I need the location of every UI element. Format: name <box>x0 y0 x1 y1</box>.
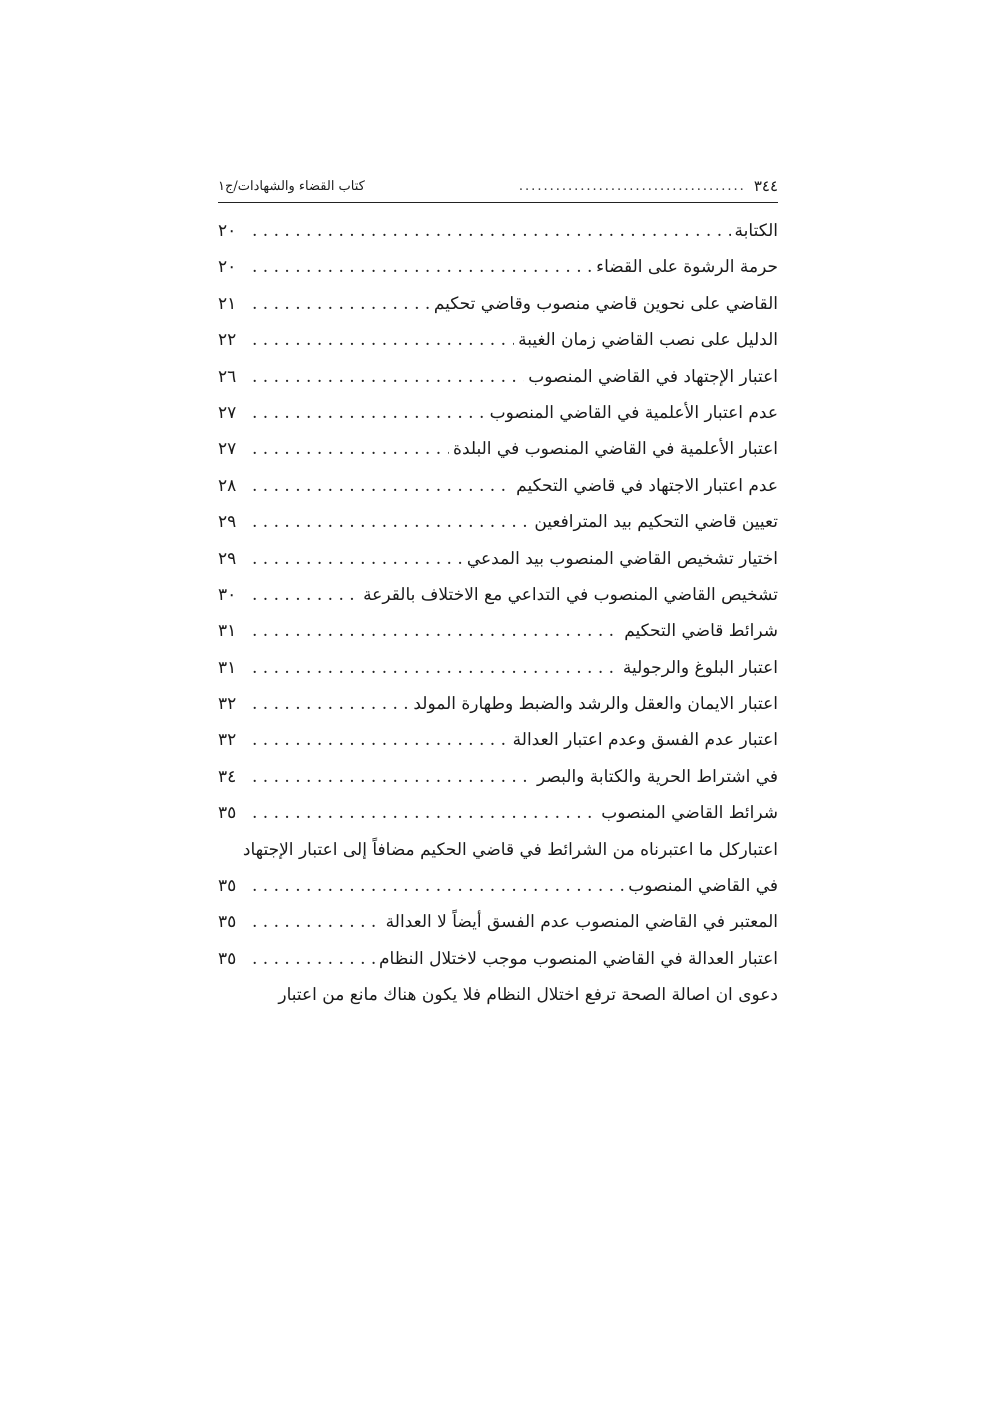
toc-entry-continued <box>218 977 778 1013</box>
toc-dot-leader <box>252 650 619 686</box>
toc-entry <box>218 468 778 504</box>
toc-entry-title: عدم اعتبار الاجتهاد في قاضي التحكيم <box>516 475 778 496</box>
toc-entry-title: حرمة الرشوة على القضاء <box>596 257 778 278</box>
toc-entry-title: عدم اعتبار الأعلمية في القاضي المنصوب <box>489 402 778 423</box>
toc-dot-leader <box>252 722 509 758</box>
toc-entry-title: الدليل على نصب القاضي زمان الغيبة <box>518 330 778 351</box>
toc-dot-leader <box>252 577 359 613</box>
toc-entry-title: اعتبار الأعلمية في القاضي المنصوب في البلدة <box>453 439 778 460</box>
toc-entry <box>218 577 778 613</box>
toc-entry-title: اعتبار الايمان والعقل والرشد والضبط وطهارة المولد <box>413 694 778 715</box>
toc-entry <box>218 759 778 795</box>
document-page <box>218 172 778 1014</box>
toc-dot-leader <box>252 941 375 977</box>
toc-entry <box>218 541 778 577</box>
toc-entry-title: اختيار تشخيص القاضي المنصوب بيد المدعي <box>466 548 778 569</box>
toc-entry-page: ٢١ <box>218 293 237 314</box>
toc-entry-page: ٢٠ <box>218 257 237 278</box>
toc-entry <box>218 722 778 758</box>
toc-entry-title: في القاضي المنصوب <box>628 876 778 897</box>
toc-entry-title: شرائط القاضي المنصوب <box>601 803 778 824</box>
toc-entry <box>218 504 778 540</box>
toc-dot-leader <box>252 359 524 395</box>
toc-dot-leader <box>252 431 449 467</box>
toc-entry-title: تشخيص القاضي المنصوب في التداعي مع الاختلاف بالقرعة <box>363 584 778 605</box>
header-dot-leader: ..................................... <box>518 178 746 194</box>
toc-entry-page: ٣٢ <box>218 730 237 751</box>
toc-dot-leader <box>252 541 463 577</box>
toc-entry-page: ٣٥ <box>218 948 237 969</box>
toc-entry <box>218 249 778 285</box>
toc-dot-leader <box>252 213 731 249</box>
toc-entry <box>218 322 778 358</box>
toc-entry-title: اعتبار البلوغ والرجولية <box>622 657 778 678</box>
toc-entry <box>218 904 778 940</box>
table-of-contents <box>218 213 778 1014</box>
toc-entry-multiline-second <box>218 868 778 904</box>
page-number: ٣٤٤ <box>753 177 778 195</box>
toc-entry <box>218 686 778 722</box>
toc-entry <box>218 213 778 249</box>
toc-entry-title: اعتبار الإجتهاد في القاضي المنصوب <box>528 366 778 387</box>
toc-entry-title: اعتبار عدم الفسق وعدم اعتبار العدالة <box>512 730 778 751</box>
toc-dot-leader <box>252 795 597 831</box>
toc-entry-page: ٣٢ <box>218 694 237 715</box>
toc-dot-leader <box>252 322 514 358</box>
toc-dot-leader <box>252 613 620 649</box>
toc-dot-leader <box>252 504 530 540</box>
book-title: كتاب القضاء والشهادات/ج١ <box>218 178 365 194</box>
toc-entry-title: دعوى ان اصالة الصحة ترفع اختلال النظام فلا يكون هناك مانع من اعتبار <box>278 985 778 1006</box>
running-header <box>218 172 778 203</box>
toc-entry-title: الكتابة <box>734 221 778 241</box>
toc-entry-page: ٢٦ <box>218 366 237 387</box>
toc-entry-page: ٣٥ <box>218 876 237 897</box>
toc-dot-leader <box>252 395 486 431</box>
toc-entry-page: ٢٧ <box>218 402 237 423</box>
toc-entry-page: ٣٥ <box>218 912 237 933</box>
toc-dot-leader <box>252 468 512 504</box>
toc-entry-page: ٣٥ <box>218 803 237 824</box>
toc-dot-leader <box>252 249 592 285</box>
toc-entry <box>218 359 778 395</box>
toc-entry-title: اعتبار العدالة في القاضي المنصوب موجب لاختلال النظام <box>379 948 778 969</box>
toc-entry <box>218 613 778 649</box>
toc-entry-page: ٢٠ <box>218 221 237 241</box>
toc-entry-title: في اشتراط الحرية والكتابة والبصر <box>537 766 778 787</box>
toc-entry <box>218 650 778 686</box>
toc-entry-page: ٣١ <box>218 657 237 678</box>
toc-entry-page: ٣٠ <box>218 584 237 605</box>
toc-entry-title: اعتباركل ما اعتبرناه من الشرائط في قاضي الحكيم مضافاً إلى اعتبار الإجتهاد <box>242 839 778 860</box>
toc-entry <box>218 941 778 977</box>
toc-entry-page: ٢٩ <box>218 512 237 533</box>
toc-entry-page: ٢٧ <box>218 439 237 460</box>
toc-dot-leader <box>252 286 430 322</box>
toc-dot-leader <box>252 904 382 940</box>
toc-entry <box>218 795 778 831</box>
toc-dot-leader <box>252 686 409 722</box>
toc-dot-leader <box>252 868 624 904</box>
toc-entry-title: شرائط قاضي التحكيم <box>624 621 778 642</box>
toc-entry-title: القاضي على نحوين قاضي منصوب وقاضي تحكيم <box>433 293 778 314</box>
toc-entry-title: تعيين قاضي التحكيم بيد المترافعين <box>534 512 778 533</box>
toc-entry-page: ٣٤ <box>218 766 237 787</box>
toc-entry <box>218 286 778 322</box>
toc-entry-page: ٢٢ <box>218 330 237 351</box>
toc-dot-leader <box>252 759 533 795</box>
toc-entry-title: المعتبر في القاضي المنصوب عدم الفسق أيضاً لا العدالة <box>385 912 778 933</box>
toc-entry-page: ٣١ <box>218 621 237 642</box>
toc-entry <box>218 395 778 431</box>
toc-entry-page: ٢٨ <box>218 475 237 496</box>
toc-entry-page: ٢٩ <box>218 548 237 569</box>
toc-entry-multiline-first <box>218 832 778 868</box>
toc-entry <box>218 431 778 467</box>
